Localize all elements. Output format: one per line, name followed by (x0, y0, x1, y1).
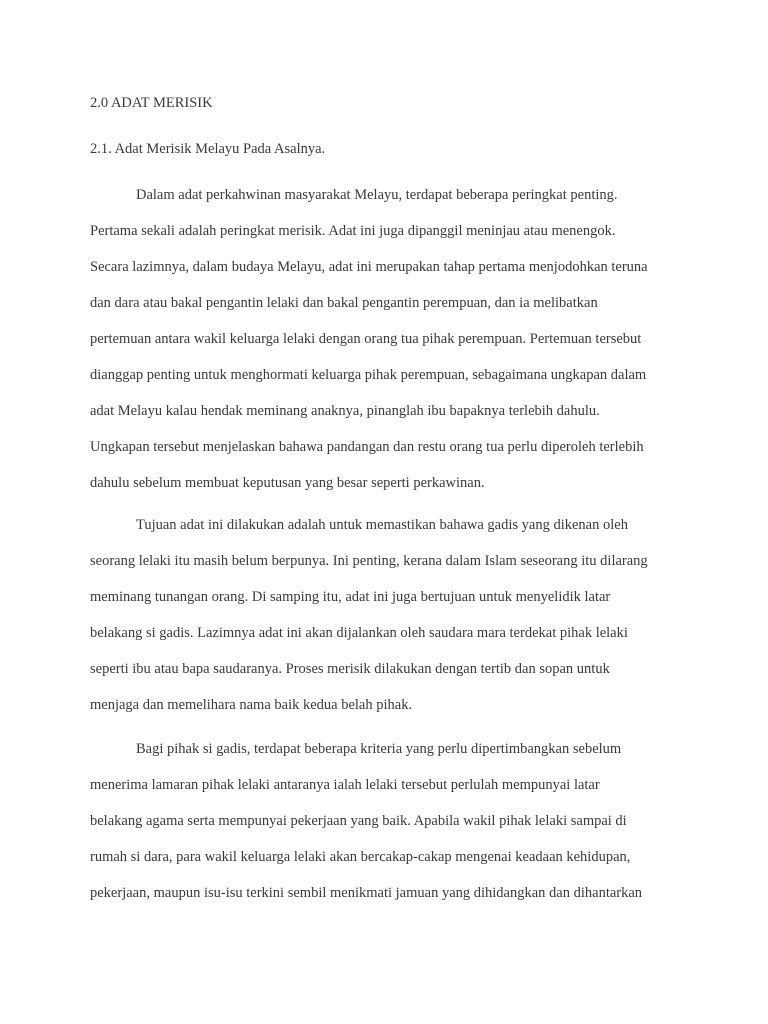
paragraph-line: dianggap penting untuk menghormati keluarga pihak perempuan, sebagaimana ungkapan dalam (90, 367, 647, 383)
paragraph-line: seorang lelaki itu masih belum berpunya. Ini penting, kerana dalam Islam seseorang itu dilarang (90, 553, 648, 569)
paragraph-line: Ungkapan tersebut menjelaskan bahawa pandangan dan restu orang tua perlu diperoleh terlebih (90, 439, 644, 455)
paragraph-line: adat Melayu kalau hendak meminang anaknya, pinanglah ibu bapaknya terlebih dahulu. (90, 403, 600, 419)
paragraph-line: Pertama sekali adalah peringkat merisik. Adat ini juga dipanggil meninjau atau menengok. (90, 223, 616, 239)
paragraph-line: Bagi pihak si gadis, terdapat beberapa kriteria yang perlu dipertimbangkan sebelum (136, 741, 622, 757)
paragraph-line: Dalam adat perkahwinan masyarakat Melayu, terdapat beberapa peringkat penting. (136, 187, 618, 203)
section-heading: 2.0 ADAT MERISIK (90, 95, 213, 111)
paragraph-line: seperti ibu atau bapa saudaranya. Proses merisik dilakukan dengan tertib dan sopan untuk (90, 661, 610, 677)
paragraph-line: dan dara atau bakal pengantin lelaki dan bakal pengantin perempuan, dan ia melibatkan (90, 295, 598, 311)
paragraph-line: menerima lamaran pihak lelaki antaranya ialah lelaki tersebut perlulah mempunyai latar (90, 777, 600, 793)
paragraph-line: belakang agama serta mempunyai pekerjaan yang baik. Apabila wakil pihak lelaki sampai di (90, 813, 627, 829)
subsection-heading: 2.1. Adat Merisik Melayu Pada Asalnya. (90, 141, 326, 157)
paragraph-line: rumah si dara, para wakil keluarga lelaki akan bercakap-cakap mengenai keadaan kehidupan, (90, 849, 631, 865)
paragraph-line: Secara lazimnya, dalam budaya Melayu, adat ini merupakan tahap pertama menjodohkan teruna (90, 259, 648, 275)
paragraph-line: menjaga dan memelihara nama baik kedua belah pihak. (90, 697, 413, 713)
paragraph-line: meminang tunangan orang. Di samping itu, adat ini juga bertujuan untuk menyelidik latar (90, 589, 611, 605)
paragraph-line: dahulu sebelum membuat keputusan yang besar seperti perkawinan. (90, 475, 485, 491)
paragraph-line: belakang si gadis. Lazimnya adat ini akan dijalankan oleh saudara mara terdekat pihak lelaki (90, 625, 628, 641)
paragraph-line: pertemuan antara wakil keluarga lelaki dengan orang tua pihak perempuan. Pertemuan tersebut (90, 331, 642, 347)
paragraph-line: pekerjaan, maupun isu-isu terkini sembil menikmati jamuan yang dihidangkan dan dihantarkan (90, 885, 643, 901)
paragraph-line: Tujuan adat ini dilakukan adalah untuk memastikan bahawa gadis yang dikenan oleh (136, 517, 628, 533)
